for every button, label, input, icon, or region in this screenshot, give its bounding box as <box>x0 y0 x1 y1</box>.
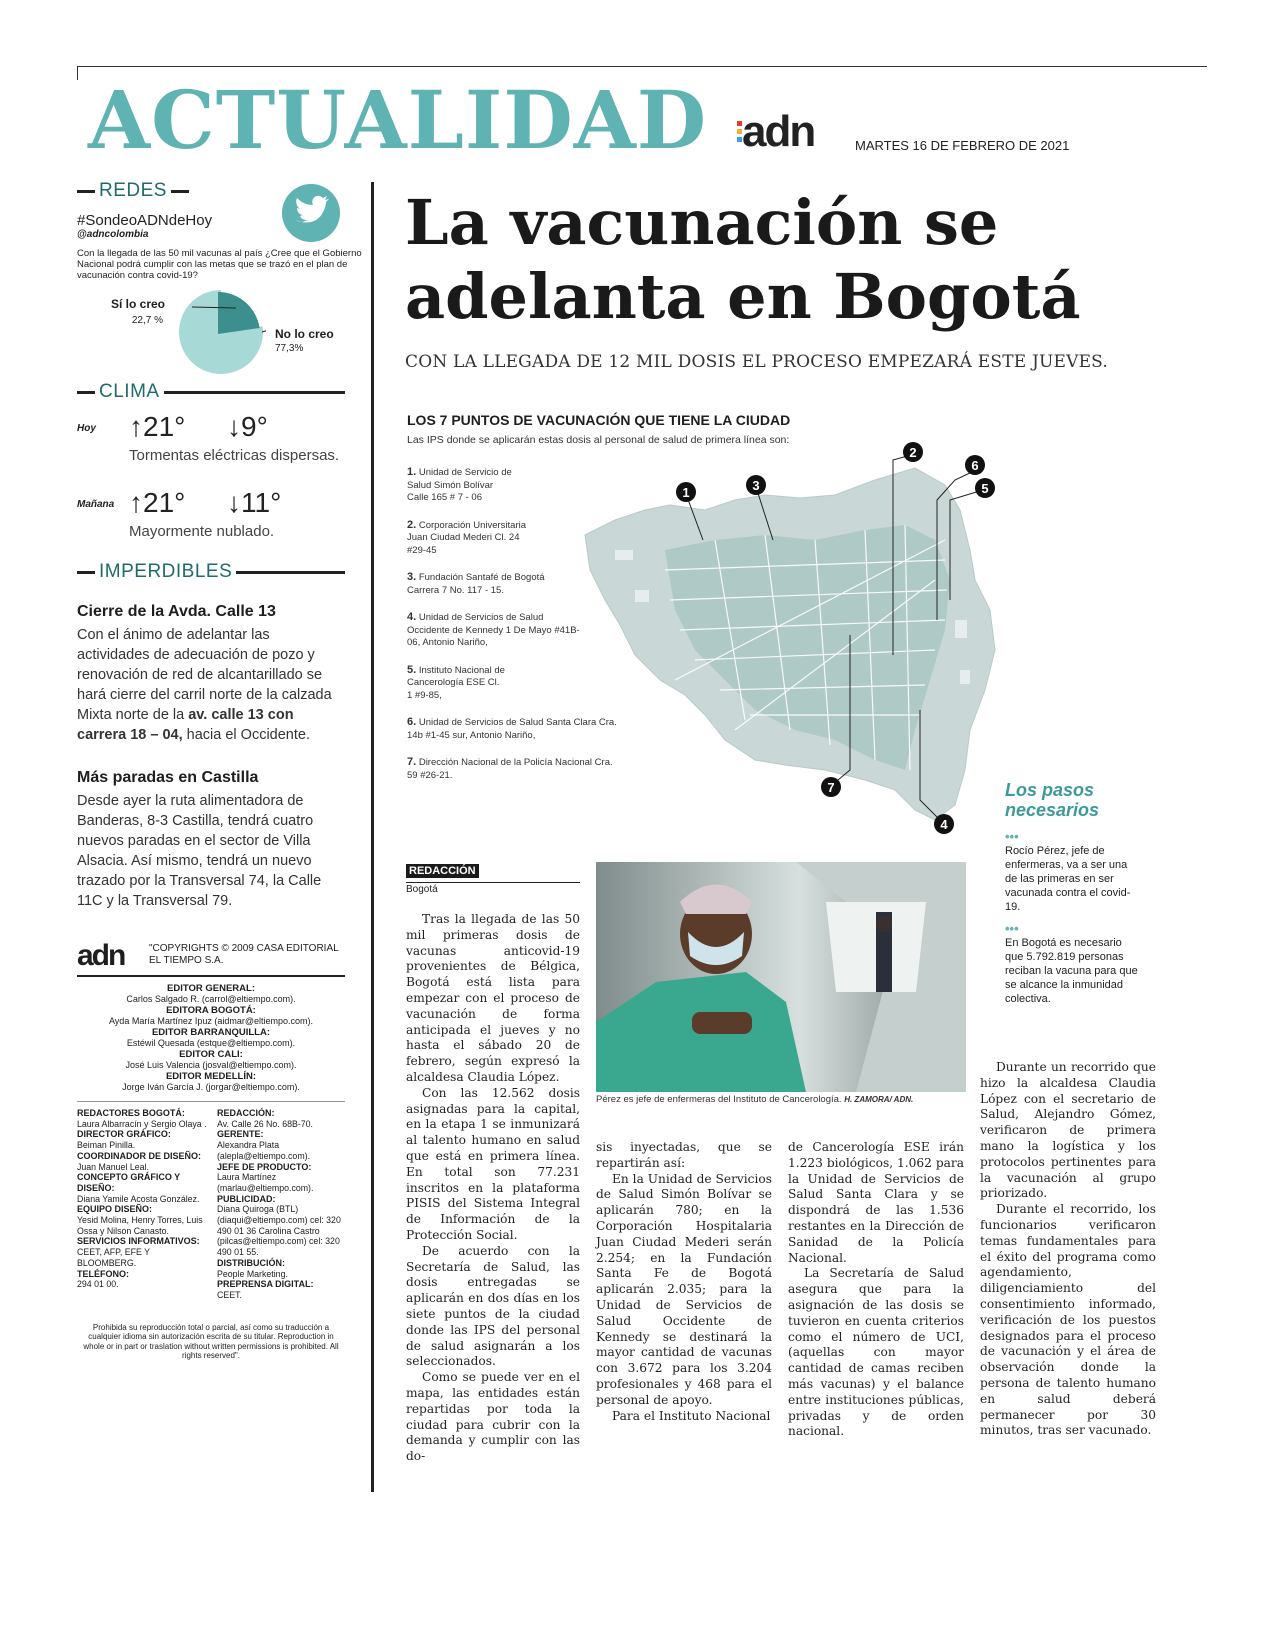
map-marker-3 <box>746 475 766 495</box>
poll-pie-chart <box>77 287 345 375</box>
pasos-title: Los pasos necesarios <box>1005 780 1100 820</box>
pasos-item: En Bogotá es necesario que 5.792.819 personas reciban la vacuna para que se alcance la inmunidad colectiva. <box>1005 937 1138 1005</box>
top-rule <box>77 66 1207 67</box>
pasos-bullet: ••• <box>1005 921 1019 936</box>
imperdibles-heading: IMPERDIBLES <box>77 561 345 583</box>
poll-handle: @adncolombia <box>77 229 149 240</box>
temp-high: ↑21° <box>129 411 186 442</box>
article-column-3: de Cancerología ESE irán 1.223 biológicos, 1.062 para la Unidad de Servicios de Salud Santa Clara y se dispondrá de las 1.536 restantes en la Dirección de Sanidad de la Policía Nacional. La Secretaría de Salud asegura que para la asignación de las dosis se tuvieron en cuenta criterios como el número de UCI, (aquellas con mayor cantidad de camas reciben más vacunas) y el balance entre instituciones públicas, privadas y de orden nacional. <box>788 1140 964 1439</box>
svg-text:5: 5 <box>981 481 989 496</box>
article-headline: La vacunación se adelanta en Bogotá <box>405 186 1081 333</box>
credits-box <box>77 939 345 1361</box>
point-item: 7. Dirección Nacional de la Policía Nacional Cra. 59 #26-21. <box>407 756 613 781</box>
temp-high: ↑21° <box>129 487 186 518</box>
sidebar <box>77 180 362 1361</box>
pie-slice-yes <box>218 292 260 334</box>
bogota-map <box>575 440 1005 840</box>
credits-left: REDACTORES BOGOTÁ: Laura Albarracín y Sergio Olaya . DIRECTOR GRÁFICO: Beiman Pinilla. COORDINADOR DE DISEÑO: Juan Manuel Leal. CONCEPTO GRÁFICO Y DISEÑO: Diana Yamile Acosta González. EQUIPO DISEÑO: Yesid Molina, Henry Torres, Luis Ossa y Nilson Canasto. SERVICIOS INFORMATIVOS: CEET, AFP, EFE Y BLOOMBERG. TELÉFONO: 294 01 00. <box>77 1108 207 1290</box>
point-item: 5. Instituto Nacional de Cancerología ESE Cl. 1 #9-85, <box>407 663 505 701</box>
map-marker-7 <box>821 777 841 797</box>
svg-text:7: 7 <box>827 780 835 795</box>
section-title: ACTUALIDAD <box>88 73 708 167</box>
editors-list: EDITOR GENERAL: Carlos Salgado R. (carrol@eltiempo.com). EDITORA BOGOTÁ: Ayda María Martínez Ipuz (aidmar@eltiempo.com). EDITOR BARRANQUILLA: Estéwil Quesada (estque@eltiempo.com). EDITOR CALI: José Luis Valencia (josval@eltiempo.com). EDITOR MEDELLÍN: Jorge Iván García J. (jorgar@eltiempo.com). <box>108 983 314 1092</box>
map-marker-1 <box>676 482 696 502</box>
map-subtitle: Las IPS donde se aplicarán estas dosis al personal de salud de primera línea son: <box>407 434 790 446</box>
map-marker-4 <box>934 814 954 834</box>
map-marker-6 <box>965 455 985 475</box>
temp-low: ↓11° <box>227 487 282 518</box>
issue-date: MARTES 16 DE FEBRERO DE 2021 <box>855 138 1070 153</box>
pasos-bullet: ••• <box>1005 829 1019 844</box>
legal-notice: Prohibida su reproducción total o parcial, así como su traducción a cualquier idioma sin autorización escrita de su titular. Reproduction in whole or in part or traslation without written permissions is prohibited. All rights reserved". <box>83 1322 339 1361</box>
photo-caption: Pérez es jefe de enfermeras del Instituto de Cancerología. H. ZAMORA/ ADN. <box>596 1094 914 1105</box>
point-item: 4. Unidad de Servicios de Salud Occidente de Kennedy 1 De Mayo #41B-06, Antonio Nariño, <box>407 611 580 648</box>
credits-logo: adn <box>77 939 125 972</box>
weather-desc: Tormentas eléctricas dispersas. <box>129 447 340 464</box>
imperdible-title: Cierre de la Avda. Calle 13 <box>77 603 276 620</box>
svg-text:4: 4 <box>940 817 948 832</box>
sidebar-divider <box>371 182 374 1492</box>
article-column-2: sis inyectadas, que se repartirán así: En la Unidad de Servicios de Salud Simón Bolívar se aplicarán 780; en la Corporación Hospitalaria Juan Ciudad Mederi serán 2.254; en la Fundación Santa Fe de Bogotá aplicarán 2.035; para la Unidad de Servicios de Salud Occidente de Kennedy se destinará la mayor cantidad de vacunas con 3.672 para los 3.204 profesionales y 468 para el personal de apoyo. Para el Instituto Nacional <box>596 1140 772 1423</box>
top-rule-tick <box>77 66 78 80</box>
article-subhead: CON LA LLEGADA DE 12 MIL DOSIS EL PROCESO EMPEZARÁ ESTE JUEVES. <box>405 352 1109 372</box>
clima-heading: CLIMA <box>77 381 345 403</box>
weather-tomorrow: Mañana ↑21° ↓11° Mayormente nublado. <box>77 487 282 540</box>
twitter-icon <box>282 184 340 242</box>
point-item: 6. Unidad de Servicios de Salud Santa Clara Cra. 14b #1-45 sur, Antonio Nariño, <box>407 716 617 741</box>
weather-today: Hoy ↑21° ↓9° Tormentas eléctricas dispersas. <box>77 411 340 464</box>
imperdible-title: Más paradas en Castilla <box>77 769 259 786</box>
map-marker-5 <box>975 478 995 498</box>
article-column-1: Tras la llegada de las 50 mil primeras dosis de vacunas anticovid-19 provenientes de Bélgica, Bogotá está lista para empezar con el proceso de vacunación de forma anticipada el jueves y no hasta el sábado 20 de febrero, según expresó la alcaldesa Claudia López. Con las 12.562 dosis asignadas para la capital, en la etapa 1 se inmunizará al talento humano en salud que está en primera línea. En total son 77.231 inscritos en la plataforma PISIS del Sistema Integral de Información de la Protección Social. De acuerdo con la Secretaría de Salud, las dosis entregadas se aplicarán en dos días en los siete puntos de la ciudad donde las IPS del personal de salud asignarán a los seleccionados. Como se puede ver en el mapa, las entidades están repartidas por toda la ciudad para cubrir con la demanda y cumplir con las do- <box>406 912 580 1464</box>
brand-logo: adn <box>742 107 815 156</box>
pie-svg <box>176 287 266 377</box>
svg-text:2: 2 <box>909 445 917 460</box>
nurse-photo <box>596 862 966 1092</box>
pie-value-yes: 22,7 % <box>131 315 163 326</box>
svg-text:1: 1 <box>682 485 690 500</box>
pie-label-yes: Sí lo creo <box>110 297 165 311</box>
imperdible-text: Desde ayer la ruta alimentadora de Banderas, 8-3 Castilla, tendrá cuatro nuevos paradas en el sector de Villa Alsacia. Así mismo, tendrá un nuevo trazado por la Transversal 74, la Calle 11C y la Transversal 79. <box>77 793 322 909</box>
svg-text:6: 6 <box>971 458 979 473</box>
credits-right: REDACCIÓN: Av. Calle 26 No. 68B-70. GERENTE: Alexandra Plata (alepla@eltiempo.com). JEFE DE PRODUCTO: Laura Martínez (marlau@eltiempo.com). PUBLICIDAD: Diana Quiroga (BTL) (diaqui@eltiempo.com) cel: 320 490 01 36 Carolina Castro (pilcas@eltiempo.com) cel: 320 490 01 55. DISTRIBUCIÓN: People Marketing. PREPRENSA DIGITAL: CEET. <box>217 1108 341 1300</box>
pie-label-no: No lo creo <box>275 327 334 341</box>
point-item: 3. Fundación Santafé de Bogotá Carrera 7 No. 117 - 15. <box>407 571 545 596</box>
point-item: 1. Unidad de Servicio de Salud Simón Bolívar Calle 165 # 7 - 06 <box>407 466 512 503</box>
byline: REDACCIÓN <box>406 864 479 878</box>
redes-heading: REDES <box>77 180 345 202</box>
map-marker-2 <box>903 442 923 462</box>
imperdible-text: Con el ánimo de adelantar las actividades de adecuación de pozo y renovación de red de alcantarillado se hará cierre del carril norte de la calzada Mixta norte de la av. calle 13 con carrera 18 – 04, hacia el Occidente. <box>77 627 332 743</box>
weather-desc: Mayormente nublado. <box>129 523 275 540</box>
poll-hashtag: #SondeoADNdeHoy <box>77 212 213 229</box>
pasos-item: Rocío Pérez, jefe de enfermeras, va a ser una de las primeras en ser vacunada contra el covid-19. <box>1005 845 1131 913</box>
pasos-box <box>1005 780 1205 1006</box>
dateline-city: Bogotá <box>406 882 580 895</box>
svg-text:3: 3 <box>752 478 760 493</box>
poll-question: Con la llegada de las 50 mil vacunas al país ¿Cree que el Gobierno Nacional podrá cumplir con las metas que se trazó en el plan de vacunación contra covid-19? <box>77 248 362 281</box>
article-column-4: Durante un recorrido que hizo la alcaldesa Claudia López con el secretario de Salud, Alejandro Gómez, verificaron de primera mano la logística y los protocolos pertinentes para la vacunación al grupo priorizado. Durante el recorrido, los funcionarios verificaron temas fundamentales para el éxito del programa como agendamiento, diligenciamiento del consentimiento informado, verificación de los puestos designados para el proceso de vacunación y el área de observación donde la persona de talento humano en salud deberá permanecer por 30 minutos, tras ser vacunado. <box>980 1060 1156 1438</box>
map-title: LOS 7 PUNTOS DE VACUNACIÓN QUE TIENE LA CIUDAD <box>407 412 791 428</box>
temp-low: ↓9° <box>227 411 268 442</box>
point-item: 2. Corporación Universitaria Juan Ciudad Mederi Cl. 24 #29-45 <box>407 518 527 556</box>
copyright: "COPYRIGHTS © 2009 CASA EDITORIAL EL TIEMPO S.A. <box>149 943 339 966</box>
pie-value-no: 77,3% <box>275 343 304 354</box>
